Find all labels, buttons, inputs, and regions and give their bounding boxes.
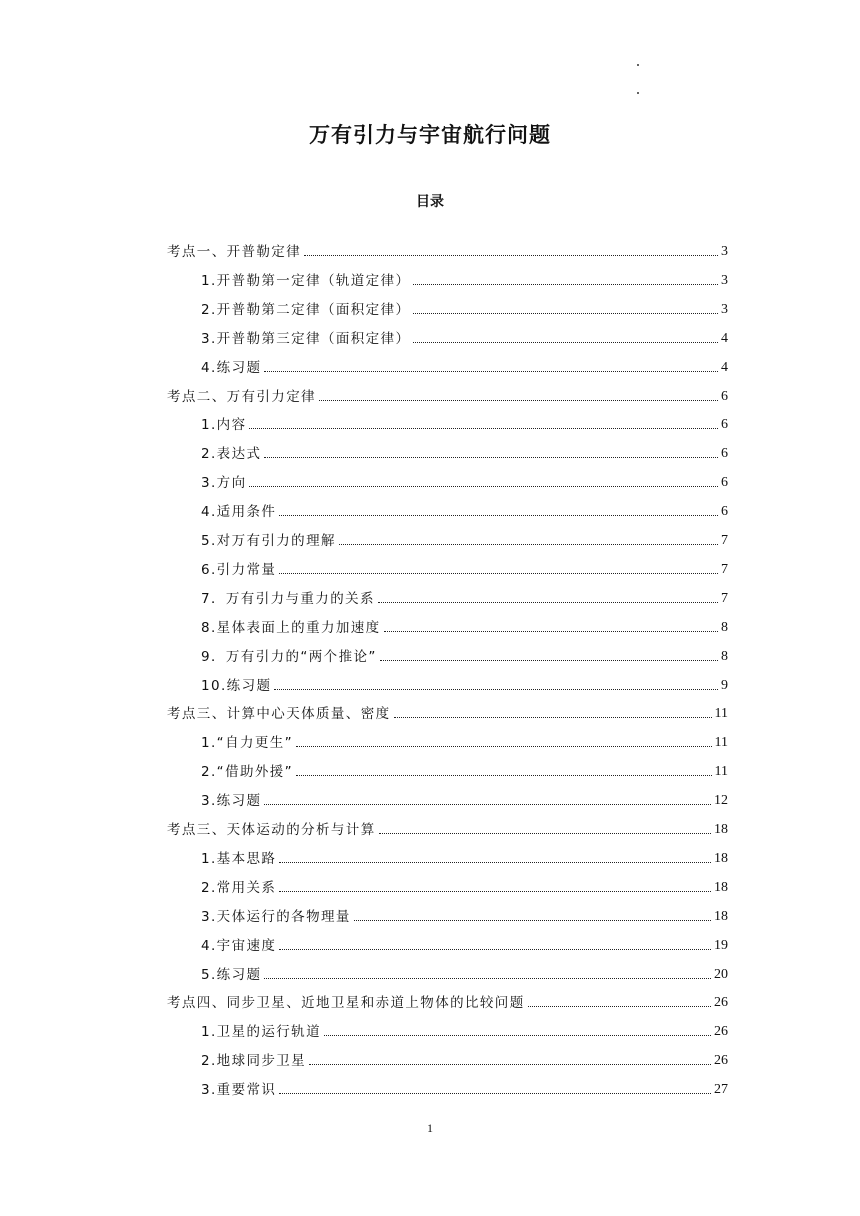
- toc-entry-page: 26: [714, 995, 728, 1011]
- toc-subsection-entry[interactable]: [201, 292, 728, 321]
- toc-subsection-entry[interactable]: [201, 639, 728, 668]
- toc-subsection-entry[interactable]: [201, 436, 728, 465]
- toc-entry-page: 3: [721, 244, 728, 259]
- toc-dot-leader: [378, 602, 718, 603]
- toc-dot-leader: [279, 1093, 711, 1094]
- toc-entry-label: 4.宇宙速度: [201, 937, 277, 954]
- toc-entry-label: 4.适用条件: [201, 504, 277, 521]
- toc-entry-label: 3.练习题: [201, 793, 262, 810]
- toc-entry-page: 6: [721, 475, 728, 491]
- toc-entry-page: 3: [721, 272, 728, 288]
- toc-dot-leader: [279, 573, 718, 574]
- toc-section-entry[interactable]: [167, 812, 728, 841]
- toc-entry-label: 3.方向: [201, 475, 247, 492]
- toc-entry-page: 4: [721, 359, 728, 375]
- toc-heading: 目录: [416, 194, 444, 210]
- toc-entry-page: 19: [714, 937, 728, 953]
- toc-subsection-entry[interactable]: [201, 783, 728, 812]
- toc-entry-page: 26: [714, 1024, 728, 1040]
- toc-entry-page: 6: [721, 388, 728, 404]
- toc-dot-leader: [379, 833, 711, 834]
- toc-subsection-entry[interactable]: [201, 1043, 728, 1072]
- toc-dot-leader: [394, 717, 712, 718]
- toc-entry-label: 3.天体运行的各物理量: [201, 908, 351, 925]
- toc-dot-leader: [528, 1006, 711, 1007]
- toc-entry-label: 考点三、计算中心天体质量、密度: [167, 706, 391, 723]
- toc-entry-label: 1.卫星的运行轨道: [201, 1024, 321, 1041]
- toc-subsection-entry[interactable]: [201, 754, 728, 783]
- toc-dot-leader: [354, 920, 711, 921]
- page-number: 1: [427, 1121, 433, 1135]
- toc-entry-page: 20: [714, 966, 728, 982]
- toc-dot-leader: [264, 371, 718, 372]
- toc-dot-leader: [309, 1064, 711, 1065]
- toc-entry-page: 6: [721, 446, 728, 462]
- toc-section-entry[interactable]: [167, 379, 728, 408]
- toc-entry-page: 18: [714, 879, 728, 895]
- toc-entry-label: 1.“自力更生”: [201, 735, 294, 752]
- toc-dot-leader: [249, 428, 718, 429]
- toc-entry-label: 8.星体表面上的重力加速度: [201, 619, 381, 636]
- toc-entry-page: 4: [721, 330, 728, 346]
- toc-dot-leader: [279, 891, 711, 892]
- toc-section-entry[interactable]: [167, 985, 728, 1014]
- toc-entry-page: 18: [714, 908, 728, 924]
- toc-entry-page: 11: [714, 764, 728, 780]
- toc-entry-label: 5.练习题: [201, 966, 262, 983]
- toc-dot-leader: [279, 949, 711, 950]
- toc-entry-label: 考点一、开普勒定律: [167, 244, 302, 260]
- toc-section-entry[interactable]: [167, 234, 728, 263]
- toc-entry-label: 5.对万有引力的理解: [201, 533, 336, 549]
- toc-entry-label: 2.地球同步卫星: [201, 1053, 307, 1070]
- toc-dot-leader: [413, 284, 718, 285]
- toc-dot-leader: [274, 689, 718, 690]
- toc-entry-label: 2.开普勒第二定律（面积定律）: [201, 301, 411, 318]
- toc-entry-page: 8: [721, 648, 728, 664]
- toc-entry-page: 18: [714, 822, 728, 837]
- document-title: 万有引力与宇宙航行问题: [309, 123, 551, 147]
- toc-subsection-entry[interactable]: [201, 928, 728, 957]
- toc-subsection-entry[interactable]: [201, 1072, 728, 1101]
- toc-subsection-entry[interactable]: [201, 350, 728, 379]
- toc-entry-page: 12: [714, 793, 728, 809]
- toc-dot-leader: [413, 342, 718, 343]
- toc-subsection-entry[interactable]: [201, 668, 728, 697]
- toc-entry-page: 3: [721, 301, 728, 317]
- toc-entry-label: 6.引力常量: [201, 561, 277, 578]
- toc-entry-label: 2.“借助外援”: [201, 764, 294, 781]
- toc-subsection-entry[interactable]: [201, 870, 728, 899]
- toc-entry-label: 1.开普勒第一定律（轨道定律）: [201, 272, 411, 289]
- toc-entry-label: 3.重要常识: [201, 1082, 277, 1099]
- toc-entry-page: 6: [721, 504, 728, 520]
- toc-entry-page: 7: [721, 533, 728, 548]
- toc-subsection-entry[interactable]: [201, 494, 728, 523]
- toc-entry-page: 7: [721, 590, 728, 606]
- corner-mark-top: [637, 64, 639, 66]
- toc-entry-page: 9: [721, 677, 728, 693]
- toc-entry-label: 2.常用关系: [201, 879, 277, 896]
- toc-dot-leader: [296, 746, 711, 747]
- toc-subsection-entry[interactable]: [201, 610, 728, 639]
- toc-entry-label: 3.开普勒第三定律（面积定律）: [201, 330, 411, 347]
- toc-subsection-entry[interactable]: [201, 523, 728, 552]
- toc-dot-leader: [279, 515, 718, 516]
- toc-subsection-entry[interactable]: [201, 725, 728, 754]
- toc-entry-page: 11: [714, 735, 728, 751]
- toc-entry-label: 1.内容: [201, 417, 247, 434]
- toc-section-entry[interactable]: [167, 696, 728, 725]
- toc-dot-leader: [339, 544, 718, 545]
- toc-subsection-entry[interactable]: [201, 465, 728, 494]
- toc-dot-leader: [319, 400, 718, 401]
- toc-subsection-entry[interactable]: [201, 581, 728, 610]
- toc-entry-page: 6: [721, 417, 728, 433]
- toc-entry-label: 1.基本思路: [201, 850, 277, 867]
- toc-dot-leader: [279, 862, 711, 863]
- toc-entry-label: 考点三、天体运动的分析与计算: [167, 822, 376, 838]
- toc-subsection-entry[interactable]: [201, 899, 728, 928]
- toc-subsection-entry[interactable]: [201, 1014, 728, 1043]
- toc-entry-label: 考点四、同步卫星、近地卫星和赤道上物体的比较问题: [167, 995, 525, 1012]
- toc-entry-page: 11: [714, 706, 728, 722]
- corner-mark-bottom: [637, 92, 639, 94]
- toc-entry-page: 8: [721, 619, 728, 635]
- toc-subsection-entry[interactable]: [201, 321, 728, 350]
- toc-entry-page: 7: [721, 561, 728, 577]
- toc-entry-label: 7．万有引力与重力的关系: [201, 590, 375, 607]
- toc-entry-label: 10.练习题: [201, 677, 272, 694]
- toc-dot-leader: [264, 457, 718, 458]
- toc-entry-label: 2.表达式: [201, 446, 262, 463]
- toc-dot-leader: [380, 660, 718, 661]
- toc-dot-leader: [384, 631, 718, 632]
- toc-subsection-entry[interactable]: [201, 407, 728, 436]
- toc-entry-label: 4.练习题: [201, 359, 262, 376]
- toc-entry-label: 考点二、万有引力定律: [167, 388, 316, 405]
- toc-dot-leader: [413, 313, 718, 314]
- toc-dot-leader: [304, 255, 718, 256]
- toc-entry-label: 9．万有引力的“两个推论”: [201, 648, 377, 665]
- toc-dot-leader: [264, 804, 711, 805]
- toc-subsection-entry[interactable]: [201, 263, 728, 292]
- toc-entry-page: 18: [714, 850, 728, 866]
- toc-dot-leader: [296, 775, 711, 776]
- toc-dot-leader: [249, 486, 718, 487]
- toc-subsection-entry[interactable]: [201, 957, 728, 986]
- toc-entry-page: 27: [714, 1082, 728, 1098]
- toc-dot-leader: [324, 1035, 711, 1036]
- toc-subsection-entry[interactable]: [201, 552, 728, 581]
- toc-subsection-entry[interactable]: [201, 841, 728, 870]
- toc-dot-leader: [264, 978, 711, 979]
- toc-entry-page: 26: [714, 1053, 728, 1069]
